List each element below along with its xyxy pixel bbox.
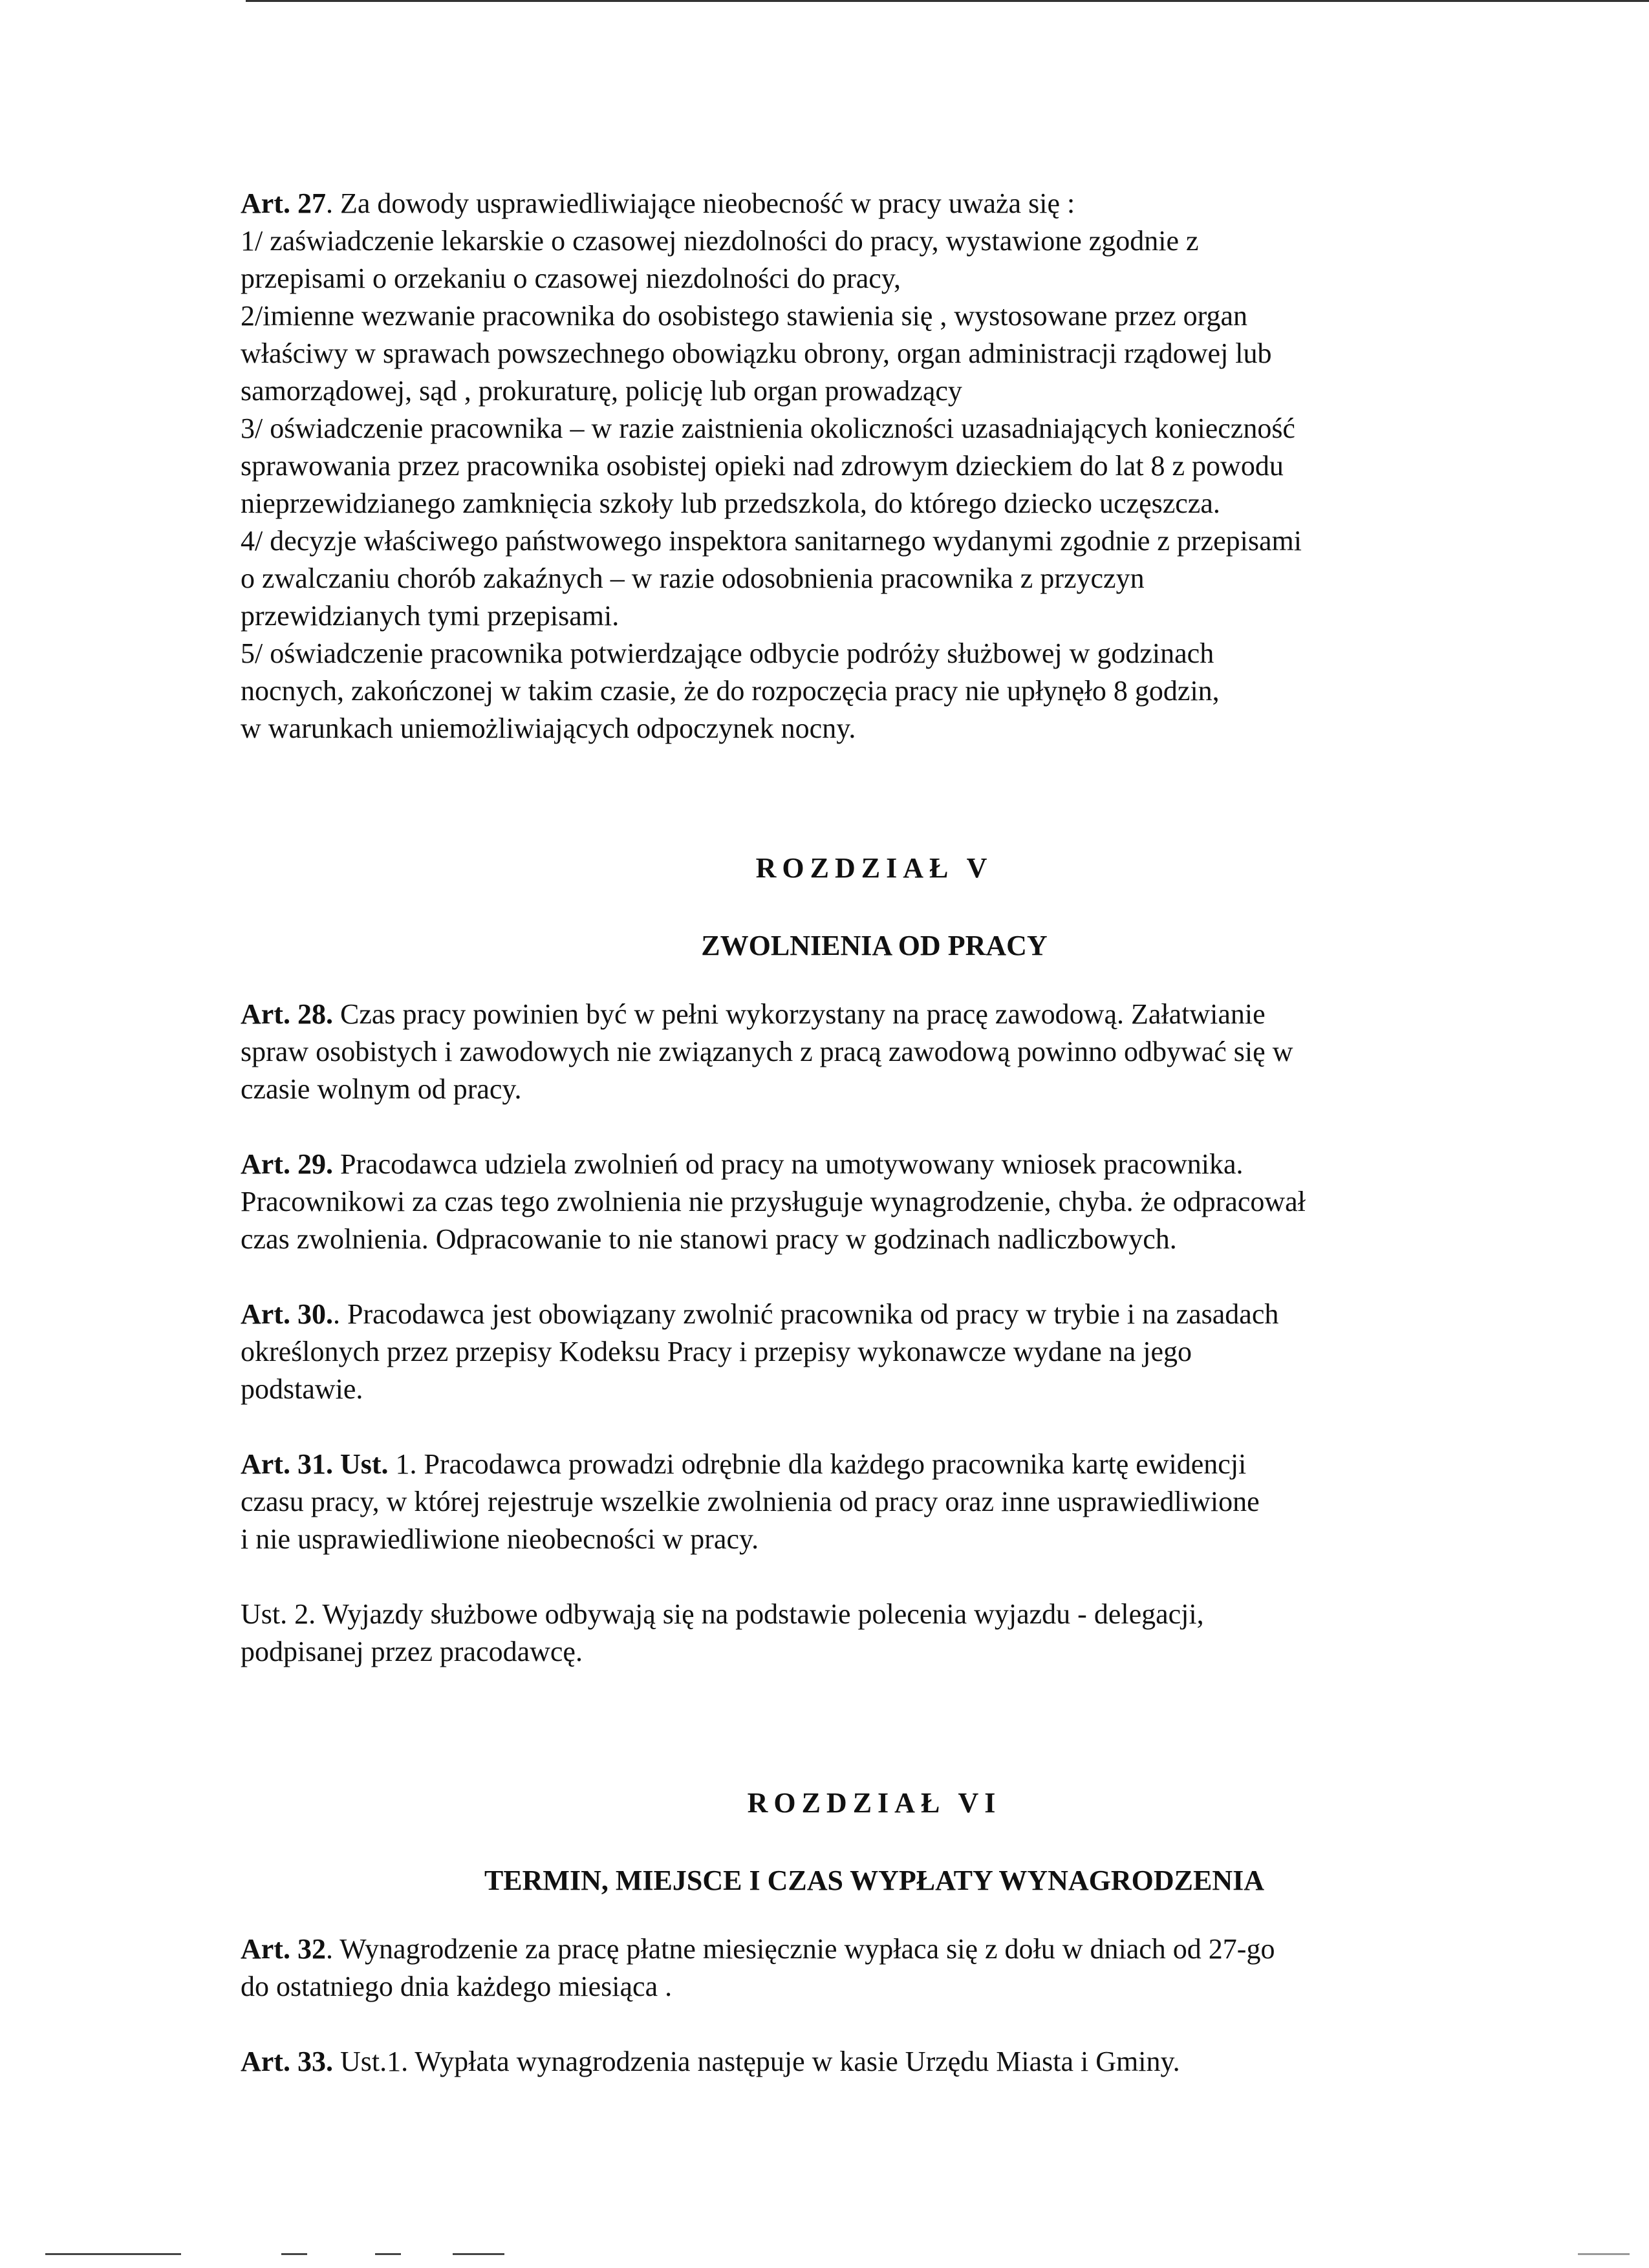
- scan-edge-bottom: [0, 2253, 1649, 2257]
- article-label: Art. 30.: [241, 1298, 333, 1330]
- article-30: Art. 30.. Pracodawca jest obowiązany zwolnić pracownika od pracy w trybie i na zasadach określonych przez przepisy Kodeksu Pracy i przepisy wykonawcze wydane na jego podstawie.: [241, 1298, 1279, 1405]
- article-label: Art. 32: [241, 1933, 326, 1965]
- article-label: Art. 27: [241, 187, 326, 219]
- article-31: Art. 31. Ust. 1. Pracodawca prowadzi odrębnie dla każdego pracownika kartę ewidencji czasu pracy, w której rejestruje wszelkie zwolnienia od pracy oraz inne usprawiedliwione i nie usprawiedliwione nieobecności w pracy.: [241, 1448, 1260, 1555]
- article-label: Art. 28.: [241, 998, 333, 1030]
- article-31-ust-2: Ust. 2. Wyjazdy służbowe odbywają się na podstawie polecenia wyjazdu - delegacji, podpisanej przez pracodawcę.: [241, 1598, 1204, 1667]
- article-label: Art. 31. Ust.: [241, 1448, 389, 1480]
- scan-edge-segment: [1578, 2253, 1630, 2255]
- scan-edge-segment: [375, 2253, 401, 2255]
- chapter-6-title: TERMIN, MIEJSCE I CZAS WYPŁATY WYNAGRODZENIA: [484, 1865, 1265, 1896]
- article-27: Art. 27. Za dowody usprawiedliwiające nieobecność w pracy uważa się : 1/ zaświadczenie lekarskie o czasowej niezdolności do pracy, wystawione zgodnie z przepisami o orzekaniu o czasowej niezdolności do pracy, 2/imienne wezwanie pracownika do osobistego stawienia się , wystosowane przez organ właściwy w sprawach powszechnego obowiązku obrony, organ administracji rządowej lub samorządowej, sąd , prokuraturę, policję lub organ prowadzący 3/ oświadczenie pracownika – w razie zaistnienia okoliczności uzasadniających konieczność sprawowania przez pracownika osobistej opieki nad zdrowym dzieckiem do lat 8 z powodu nieprzewidzianego zamknięcia szkoły lub przedszkola, do którego dziecko uczęszcza. 4/ decyzje właściwego państwowego inspektora sanitarnego wydanymi zgodnie z przepisami o zwalczaniu chorób zakaźnych – w razie odosobnienia pracownika z przyczyn przewidzianych tymi przepisami. 5/ oświadczenie pracownika potwierdzające odbycie podróży służbowej w godzinach nocnych, zakończonej w takim czasie, że do rozpoczęcia pracy nie upłynęło 8 godzin, w warunkach uniemożliwiających odpoczynek nocny.: [241, 187, 1302, 744]
- article-29: Art. 29. Pracodawca udziela zwolnień od pracy na umotywowany wniosek pracownika. Pracownikowi za czas tego zwolnienia nie przysługuje wynagrodzenie, chyba. że odpracował czas zwolnienia. Odpracowanie to nie stanowi pracy w godzinach nadliczbowych.: [241, 1148, 1306, 1255]
- chapter-5-label: ROZDZIAŁ V: [755, 852, 993, 884]
- scan-edge-segment: [453, 2253, 504, 2255]
- document-page: [241, 185, 1508, 2081]
- article-28: Art. 28. Czas pracy powinien być w pełni wykorzystany na pracę zawodową. Załatwianie spraw osobistych i zawodowych nie związanych z pracą zawodową powinno odbywać się w czasie wolnym od pracy.: [241, 998, 1293, 1105]
- chapter-5-title: ZWOLNIENIA OD PRACY: [701, 930, 1048, 961]
- scan-edge-segment: [45, 2253, 181, 2255]
- article-label: Art. 33.: [241, 2046, 333, 2077]
- article-label: Art. 29.: [241, 1148, 333, 1180]
- article-32: Art. 32. Wynagrodzenie za pracę płatne miesięcznie wypłaca się z dołu w dniach od 27-go do ostatniego dnia każdego miesiąca .: [241, 1933, 1275, 2002]
- chapter-6-label: ROZDZIAŁ VI: [747, 1787, 1002, 1819]
- scan-edge-segment: [281, 2253, 307, 2255]
- scan-edge-top: [0, 0, 1649, 3]
- scan-edge-segment: [246, 0, 1649, 2]
- article-33: Art. 33. Ust.1. Wypłata wynagrodzenia następuje w kasie Urzędu Miasta i Gminy.: [241, 2046, 1180, 2077]
